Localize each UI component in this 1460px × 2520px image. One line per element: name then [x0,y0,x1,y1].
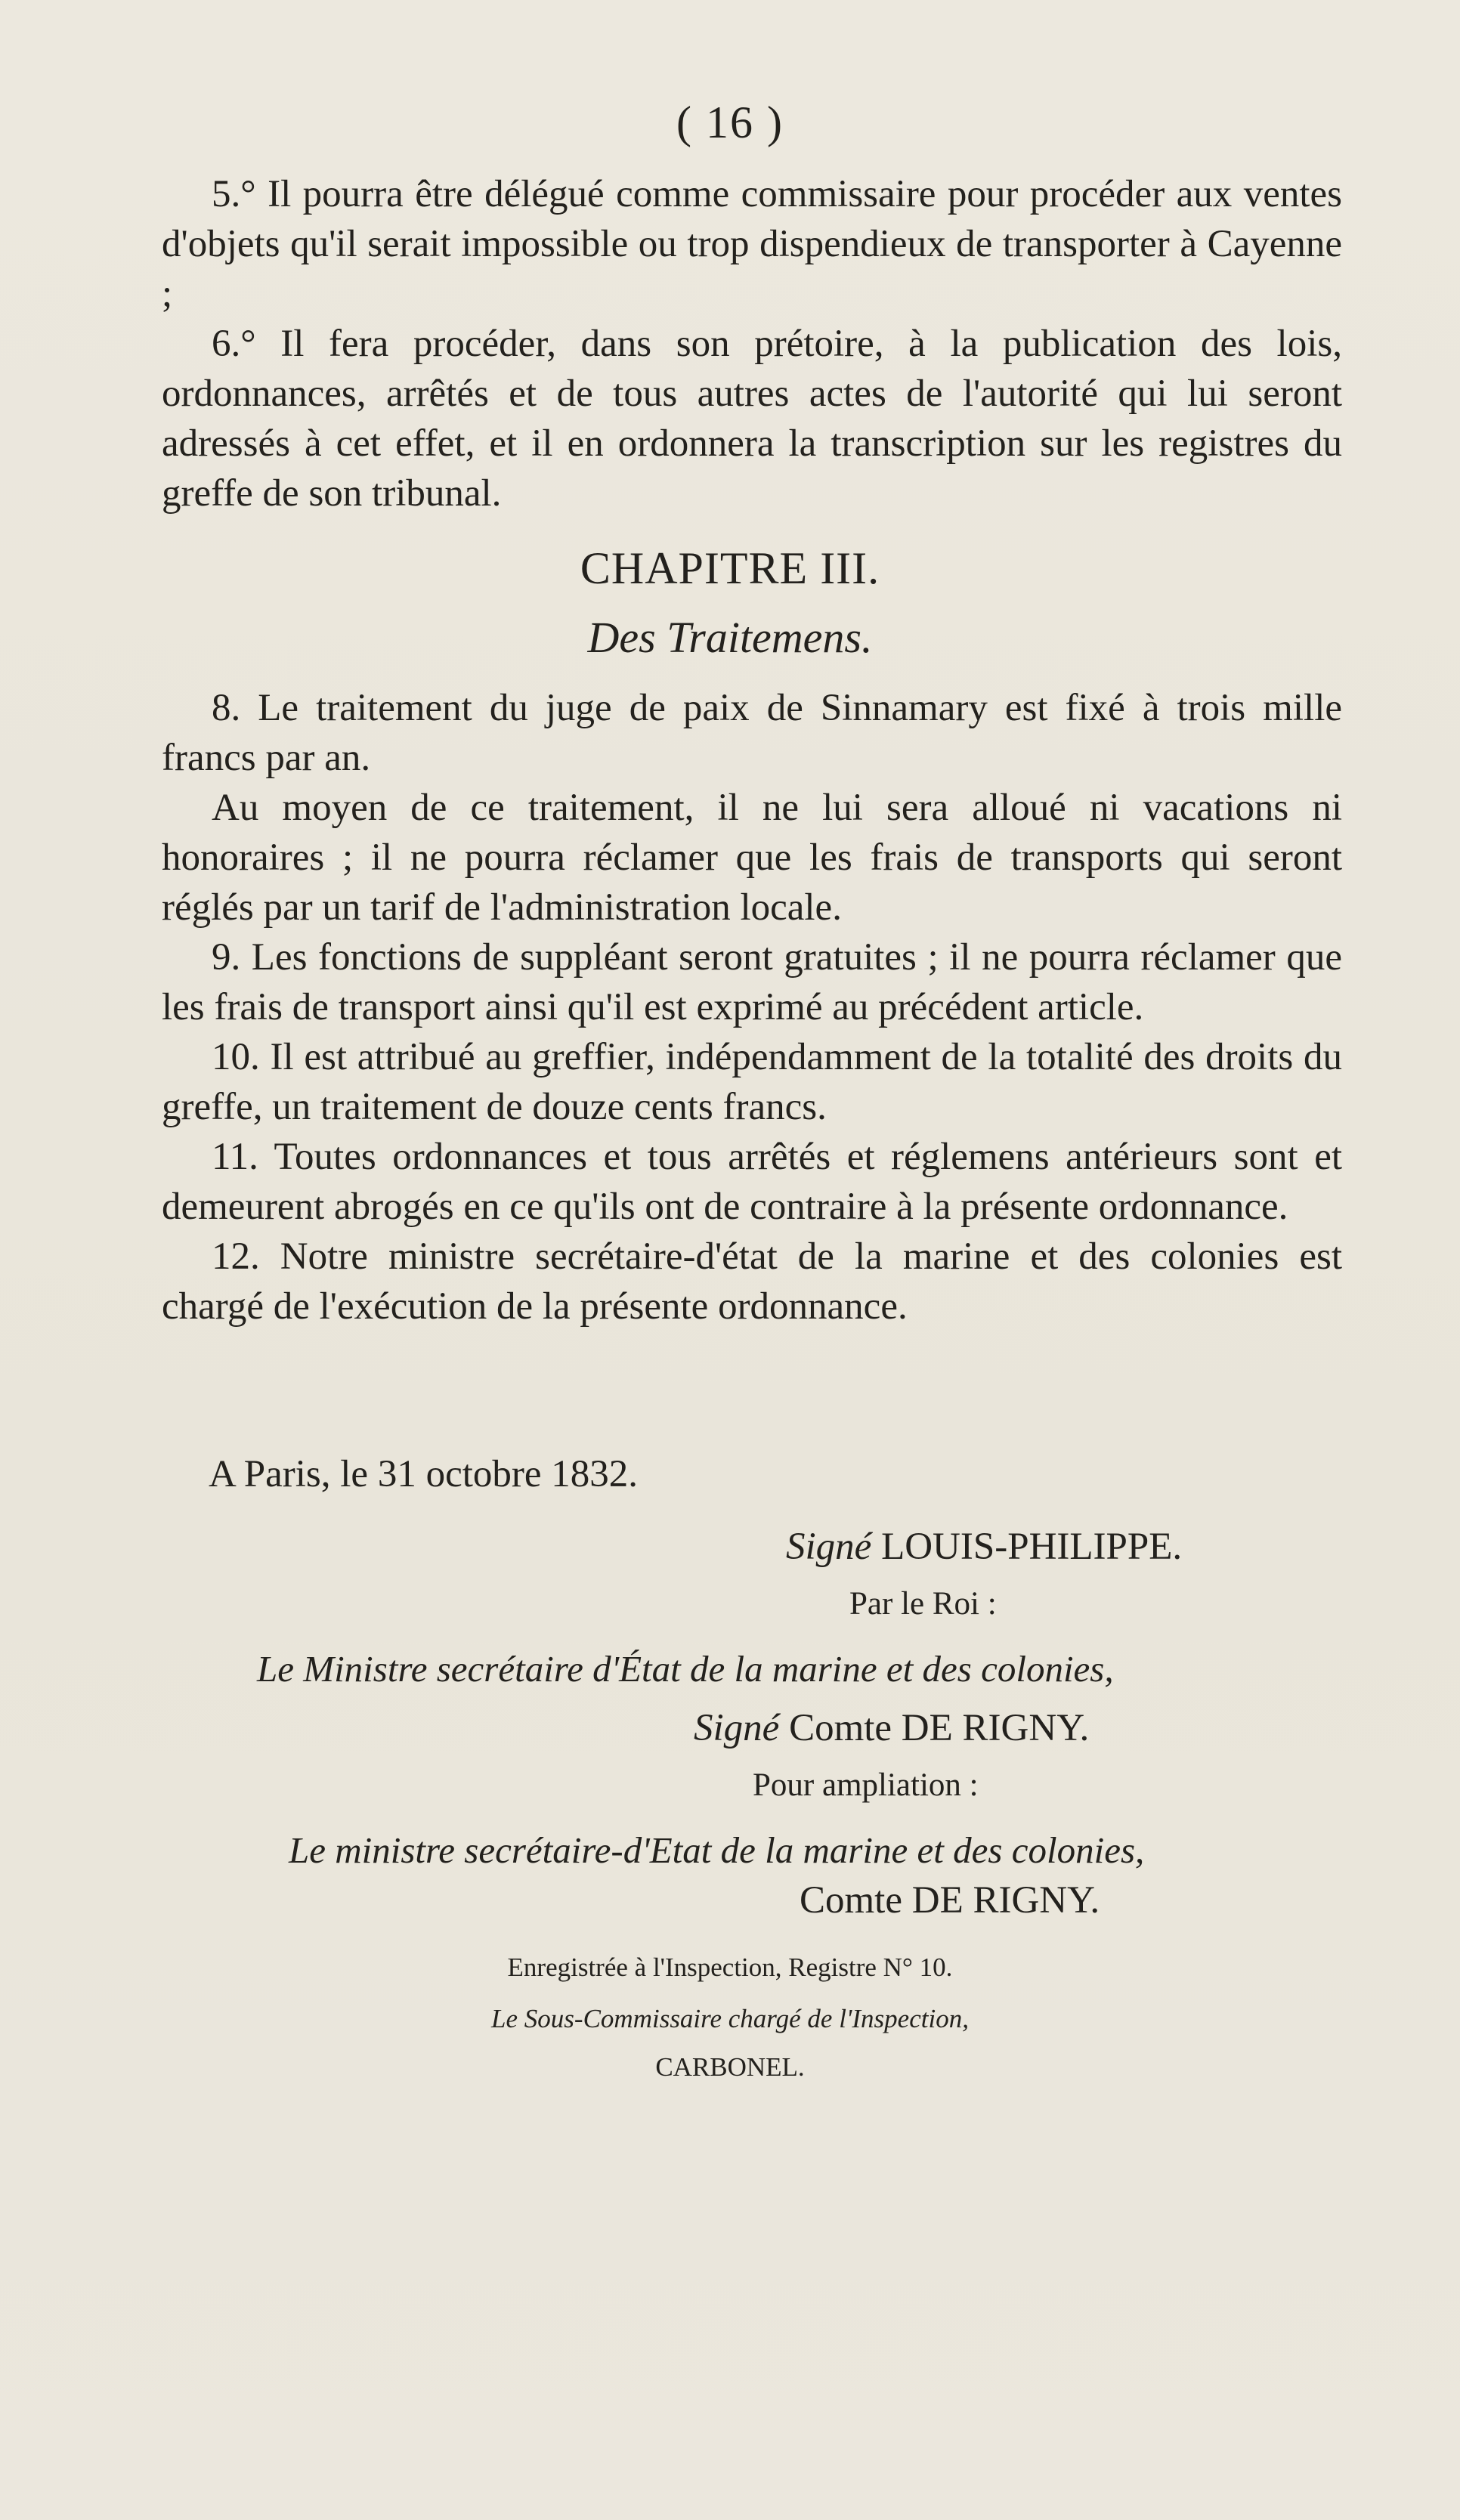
king-name: LOUIS-PHILIPPE. [881,1526,1183,1568]
minister-title-2: Le ministre secrétaire-d'Etat de la marine et des colonies, [289,1829,1145,1871]
date-line: A Paris, le 31 octobre 1832. [209,1453,638,1495]
minister-title: Le Ministre secrétaire d'État de la marine et des colonies, [257,1648,1114,1690]
articles-block-2 [162,683,1342,1331]
articles-block-1 [162,169,1342,518]
sous-commissaire-line: Le Sous-Commissaire chargé de l'Inspection, [491,2004,969,2033]
minister-name-2: Comte DE RIGNY. [800,1879,1100,1922]
registration-line: Enregistrée à l'Inspection, Registre N° 10. [507,1953,953,1982]
minister-signature [694,1706,1089,1750]
par-le-roi: Par le Roi : [849,1586,997,1622]
article-5-paragraph: 5.° Il pourra être délégué comme commissaire pour procéder aux ventes d'objets qu'il serait impossible ou trop dispendieux de transporter à Cayenne ; [162,173,1342,315]
carbonel-signature: CARBONEL. [655,2052,805,2082]
article-9-paragraph: 9. Les fonctions de suppléant seront gratuites ; il ne pourra réclamer que les frais de transport ainsi qu'il est exprimé au précédent article. [162,936,1342,1028]
signe-label-2: Signé [694,1707,780,1749]
article-10-paragraph: 10. Il est attribué au greffier, indépendamment de la totalité des droits du greffe, un traitement de douze cents francs. [162,1036,1342,1128]
chapter-subtitle: Des Traitemens. [587,613,873,662]
article-6-paragraph: 6.° Il fera procéder, dans son prétoire, à la publication des lois, ordonnances, arrêtés et de tous autres actes de l'autorité qui lui seront adressés à cet effet, et il en ordonnera la transcription sur les registres du greffe de son tribunal. [162,323,1342,515]
ampliation-label: Pour ampliation : [753,1767,979,1803]
article-12-paragraph: 12. Notre ministre secrétaire-d'état de la marine et des colonies est chargé de l'exécution de la présente ordonnance. [162,1235,1342,1328]
chapter-heading: CHAPITRE III. [580,543,880,593]
page-number: ( 16 ) [676,97,784,147]
article-11-paragraph: 11. Toutes ordonnances et tous arrêtés et réglemens antérieurs sont et demeurent abrogés en ce qu'ils ont de contraire à la présente ordonnance. [162,1136,1342,1228]
minister-name: Comte DE RIGNY. [789,1707,1090,1749]
article-8-continuation: Au moyen de ce traitement, il ne lui sera alloué ni vacations ni honoraires ; il ne pourra réclamer que les frais de transports qui seront réglés par un tarif de l'administration locale. [162,787,1342,929]
king-signature [786,1525,1182,1569]
article-8-paragraph: 8. Le traitement du juge de paix de Sinnamary est fixé à trois mille francs par an. [162,687,1342,779]
signe-label: Signé [786,1526,872,1568]
